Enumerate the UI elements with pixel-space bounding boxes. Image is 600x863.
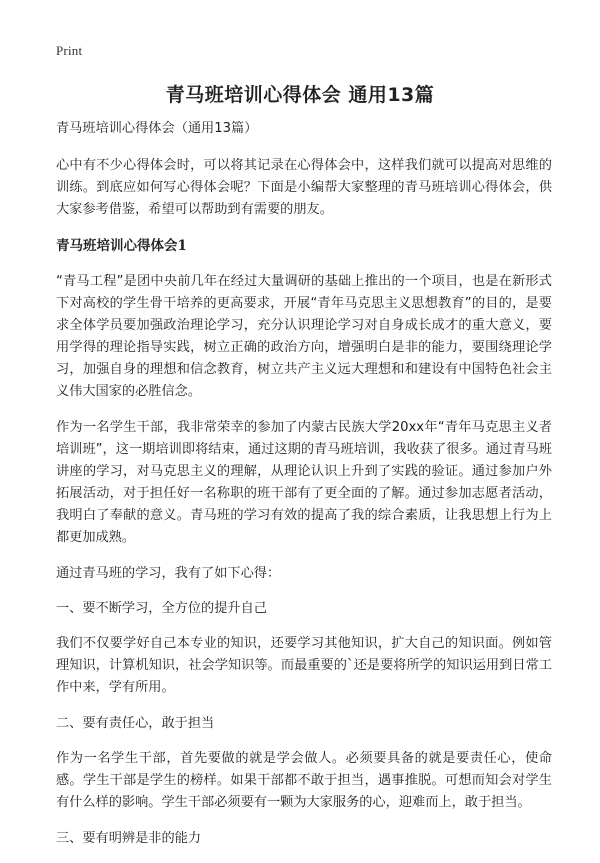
page-title: 青马班培训心得体会 通用13篇 bbox=[165, 84, 435, 106]
list-heading: 二、要有责任心，敢于担当 bbox=[56, 716, 215, 731]
print-link[interactable]: Print bbox=[56, 43, 83, 58]
list-heading: 三、要有明辨是非的能力 bbox=[56, 831, 202, 846]
body-paragraph: “青马工程”是团中央前几年在经过大量调研的基础上推出的一个项目，也是在新形式下对高校的学生骨干培养的更高要求，开展“青年马克思主义思想教育”的目的，是要求全体学员要加强政治理论学习，充分认识理论学习对自身成长成才的重大意义，要用学得的理论指导实践，树立正确的政治方向，增强明白是非的能力，要围绕理论学习，加强自身的理想和信念教育，树立共产主义远大理想和和建设有中国特色社会主义伟大国家的必胜信念。 bbox=[56, 274, 552, 399]
section-heading: 青马班培训心得体会1 bbox=[56, 238, 187, 254]
intro-paragraph: 心中有不少心得体会时，可以将其记录在心得体会中，这样我们就可以提高对思维的训练。到底应如何写心得体会呢？下面是小编帮大家整理的青马班培训心得体会，供大家参考借鉴，希望可以帮助到有需要的朋友。 bbox=[56, 158, 552, 217]
body-paragraph: 我们不仅要学好自己本专业的知识，还要学习其他知识，扩大自己的知识面。例如管理知识，计算机知识，社会学知识等。而最重要的`还是要将所学的知识运用到日常工作中来，学有所用。 bbox=[56, 636, 552, 695]
document-body bbox=[56, 118, 552, 863]
body-paragraph: 通过青马班的学习，我有了如下心得： bbox=[56, 566, 281, 581]
body-paragraph: 作为一名学生干部，我非常荣幸的参加了内蒙古民族大学20xx年“青年马克思主义者培训班”，这一期培训即将结束，通过这期的青马班培训，我收获了很多。通过青马班讲座的学习，对马克思主义的理解，从理论认识上升到了实践的验证。通过参加户外拓展活动，对于担任好一名称职的班干部有了更全面的了解。通过参加志愿者活动，我明白了奉献的意义。青马班的学习有效的提高了我的综合素质，让我思想上行为上都更加成熟。 bbox=[56, 420, 552, 545]
body-paragraph: 作为一名学生干部，首先要做的就是学会做人。必须要具备的就是要责任心，使命感。学生干部是学生的榜样。如果干部都不敢于担当，遇事推脱。可想而知会对学生有什么样的影响。学生干部必须要有一颗为大家服务的心，迎难而上，敢于担当。 bbox=[56, 751, 552, 810]
document-subtitle: 青马班培训心得体会（通用13篇） bbox=[56, 121, 258, 136]
list-heading: 一、要不断学习，全方位的提升自己 bbox=[56, 601, 267, 616]
